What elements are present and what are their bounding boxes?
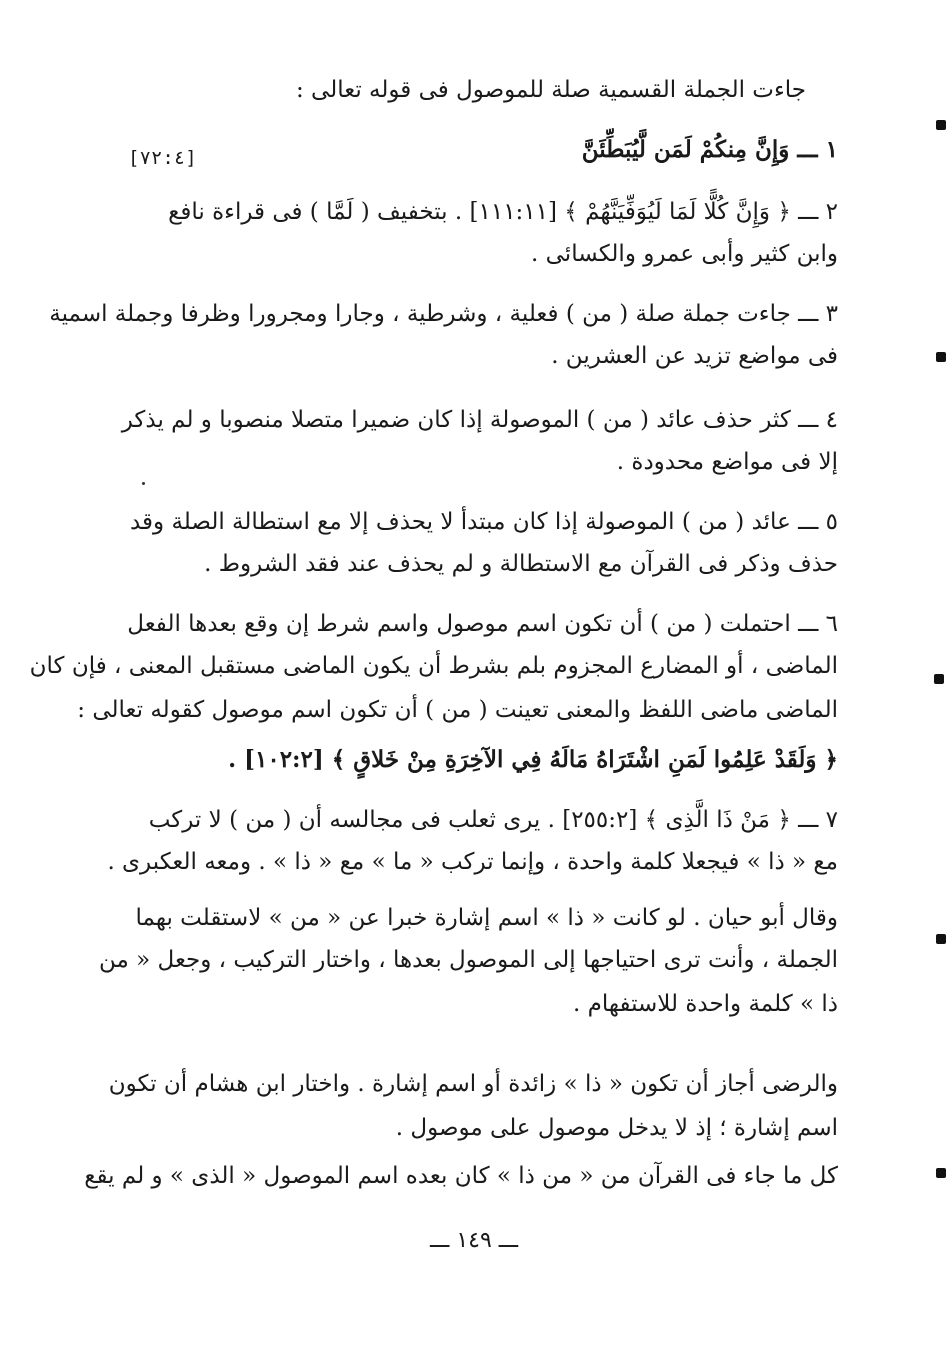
item-6-verse: ﴿ وَلَقَدْ عَلِمُوا لَمَنِ اشْتَرَاهُ مَالَهُ فِي الآخِرَةِ مِنْ خَلاقٍ ﴾ [١٠٢:٢] . <box>228 746 838 773</box>
binding-mark <box>936 1168 946 1178</box>
para-2-line-2: اسم إشارة ؛ إذ لا يدخل موصول على موصول . <box>395 1115 838 1141</box>
para-1-line-1: وقال أبو حيان . لو كانت « ذا » اسم إشارة خبرا عن « من » لاستقلت بهما <box>135 905 838 931</box>
item-1-verse: ١ ـــ وَإِنَّ مِنكُمْ لَمَن لَّيُبَطِّئَنَّ <box>581 136 838 163</box>
item-5-line-1: ٥ ـــ عائد ( من ) الموصولة إذا كان مبتدأ لا يحذف إلا مع استطالة الصلة وقد <box>129 509 838 535</box>
binding-mark <box>936 120 946 130</box>
item-4-line-2: إلا فى مواضع محدودة . <box>616 449 838 475</box>
para-1-line-3: ذا » كلمة واحدة للاستفهام . <box>572 991 838 1017</box>
item-4-line-1: ٤ ـــ كثر حذف عائد ( من ) الموصولة إذا كان ضميرا متصلا منصوبا و لم يذكر <box>121 407 838 433</box>
scan-speck <box>142 482 145 485</box>
item-6-line-1: ٦ ـــ احتملت ( من ) أن تكون اسم موصول واسم شرط إن وقع بعدها الفعل <box>127 611 838 637</box>
item-3-line-2: فى مواضع تزيد عن العشرين . <box>551 343 838 369</box>
binding-mark <box>936 352 946 362</box>
item-1-reference: [٧٢:٤] <box>128 147 197 169</box>
item-3-line-1: ٣ ـــ جاءت جملة صلة ( من ) فعلية ، وشرطية ، وجارا ومجرورا وظرفا وجملة اسمية <box>49 301 838 327</box>
item-2-line-1: ٢ ـــ ﴿ وَإِنَّ كُلًّا لَمَا لَيُوَفِّيَنَّهُمْ ﴾ [١١١:١١] . بتخفيف ( لَمَّا ) فى قراءة نافع <box>168 199 838 225</box>
para-3-line-1: كل ما جاء فى القرآن من « من ذا » كان بعده اسم الموصول « الذى » و لم يقع <box>84 1163 838 1189</box>
intro-line-1: جاءت الجملة القسمية صلة للموصول فى قوله تعالى : <box>296 77 806 103</box>
para-1-line-2: الجملة ، وأنت ترى احتياجها إلى الموصول بعدها ، واختار التركيب ، وجعل « من <box>99 947 838 973</box>
item-2-line-2: وابن كثير وأبى عمرو والكسائى . <box>531 241 838 267</box>
para-2-line-1: والرضى أجاز أن تكون « ذا » زائدة أو اسم إشارة . واختار ابن هشام أن تكون <box>108 1071 838 1097</box>
item-6-line-2: الماضى ، أو المضارع المجزوم بلم بشرط أن يكون الماضى مستقبل المعنى ، فإن كان <box>29 653 838 679</box>
page-number: ـــ ١٤٩ ـــ <box>430 1228 519 1253</box>
item-6-line-3: الماضى ماضى اللفظ والمعنى تعينت ( من ) أن تكون اسم موصول كقوله تعالى : <box>77 697 838 723</box>
item-7-line-1: ٧ ـــ ﴿ مَنْ ذَا الَّذِى ﴾ [٢٥٥:٢] . يرى ثعلب فى مجالسه أن ( من ) لا تركب <box>148 807 838 833</box>
binding-mark <box>936 934 946 944</box>
binding-mark <box>934 674 944 684</box>
item-7-line-2: مع « ذا » فيجعلا كلمة واحدة ، وإنما تركب « ما » مع « ذا » . ومعه العكبرى . <box>107 849 838 875</box>
item-5-line-2: حذف وذكر فى القرآن مع الاستطالة و لم يحذف عند فقد الشروط . <box>204 551 838 577</box>
